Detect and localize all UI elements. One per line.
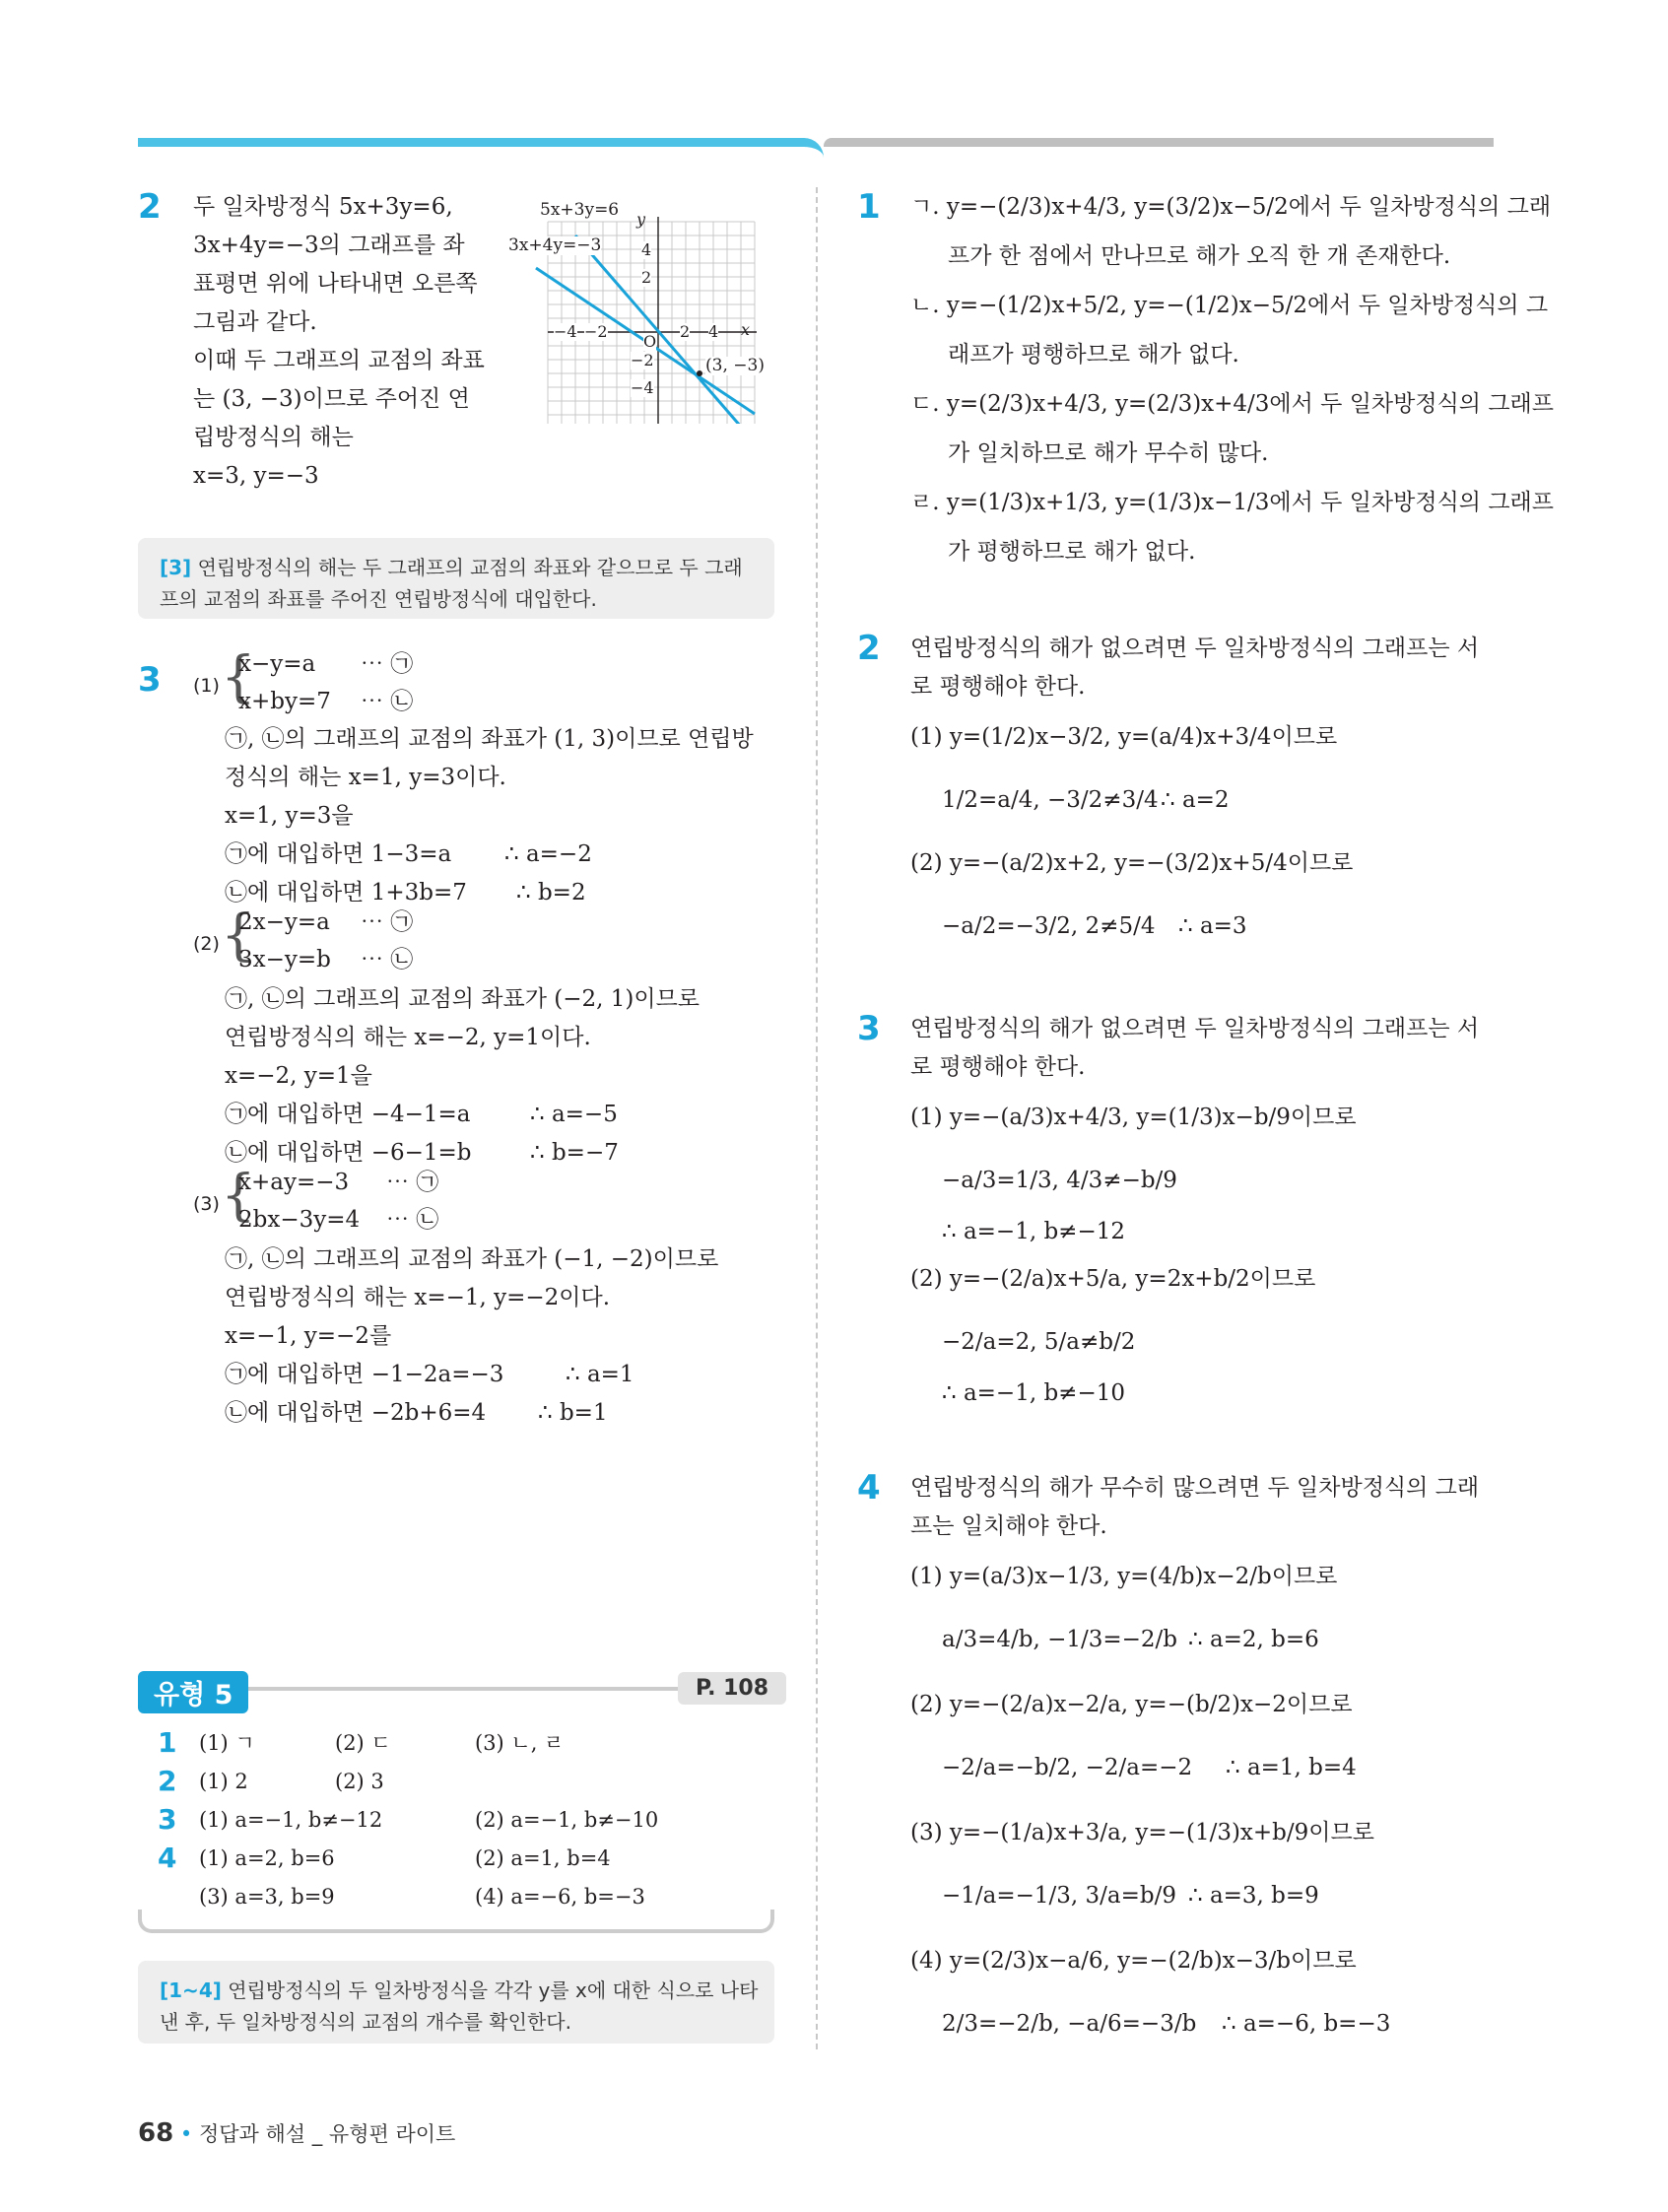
text-line: ㉠, ㉡의 그래프의 교점의 좌표가 (−2, 1)이므로 (225, 986, 701, 1012)
eq-marker: ⋯ ㉡ (386, 1207, 439, 1233)
part-line: (1) y=(a/3)x−1/3, y=(4/b)x−2/b이므로 (910, 1564, 1338, 1589)
answer-item: (1) ㄱ (199, 1731, 255, 1755)
text-line: 표평면 위에 나타내면 오른쪽 (193, 271, 478, 297)
question-number: 1 (857, 187, 881, 227)
text-line: ㉡에 대입하면 −2b+6=4 (225, 1400, 487, 1426)
equation: x+ay=−3 (238, 1170, 350, 1195)
tick-label: 4 (641, 240, 652, 259)
part-line: (2) y=−(2/a)x−2/a, y=−(b/2)x−2이므로 (910, 1692, 1353, 1717)
equation: 3x−y=b (238, 947, 331, 972)
text-line: 연립방정식의 해가 없으려면 두 일차방정식의 그래프는 서 (910, 636, 1480, 661)
column-divider (816, 187, 818, 2049)
result: ∴ a=−1, b≠−10 (942, 1380, 1125, 1406)
answer-number: 4 (158, 1842, 177, 1874)
text-line: 프가 한 점에서 만나므로 해가 오직 한 개 존재한다. (948, 243, 1451, 269)
page-footer (138, 2118, 455, 2148)
text-line: 연립방정식의 해가 없으려면 두 일차방정식의 그래프는 서 (910, 1016, 1480, 1041)
part-label: (2) (193, 933, 220, 955)
part-line: (2) y=−(2/a)x+5/a, y=2x+b/2이므로 (910, 1266, 1316, 1292)
hint-text: 낸 후, 두 일차방정식의 교점의 개수를 확인한다. (160, 2010, 571, 2034)
text-line: 연립방정식의 해는 x=−1, y=−2이다. (225, 1285, 611, 1310)
tick-label: −4 (554, 322, 577, 341)
text-line: 래프가 평행하므로 해가 없다. (948, 342, 1239, 368)
answer-item: (2) ㄷ (335, 1731, 391, 1755)
work-line: 1/2=a/4, −3/2≠3/4 (942, 787, 1159, 813)
x-axis-label: x (741, 320, 751, 339)
work-line: −1/a=−1/3, 3/a=b/9 (942, 1883, 1177, 1909)
hint-text: 연립방정식의 두 일차방정식을 각각 y를 x에 대한 식으로 나타 (228, 1978, 759, 2002)
equation: x+by=7 (238, 689, 331, 714)
y-axis-label: y (636, 210, 646, 229)
answer-number: 2 (158, 1765, 177, 1797)
result: ∴ a=3, b=9 (1188, 1883, 1319, 1909)
text-line: 두 일차방정식 5x+3y=6, (193, 194, 453, 220)
text-line: ㄹ. y=(1/3)x+1/3, y=(1/3)x−1/3에서 두 일차방정식의 그래프 (910, 490, 1554, 515)
result: ∴ b=1 (538, 1400, 608, 1426)
question-number: 2 (138, 187, 162, 227)
origin-label: O (643, 332, 657, 351)
text-line: ㉠에 대입하면 −4−1=a (225, 1102, 471, 1127)
part-line: (1) y=−(a/3)x+4/3, y=(1/3)x−b/9이므로 (910, 1105, 1357, 1130)
tick-label: 2 (680, 322, 691, 341)
work-line: a/3=4/b, −1/3=−2/b (942, 1627, 1178, 1652)
answer-item: (2) a=1, b=4 (475, 1846, 611, 1870)
answer-item: (1) 2 (199, 1770, 248, 1793)
text-line: x=−2, y=1을 (225, 1063, 372, 1089)
brace: { (221, 1164, 256, 1228)
text-line: ㉡에 대입하면 1+3b=7 (225, 880, 467, 905)
page-number: 68 (138, 2118, 174, 2148)
hint-box (138, 1961, 774, 2044)
text-line: 연립방정식의 해가 무수히 많으려면 두 일차방정식의 그래 (910, 1475, 1480, 1501)
eq-marker: ⋯ ㉡ (361, 947, 414, 972)
text-line: x=1, y=3을 (225, 803, 354, 829)
work-line: −2/a=−b/2, −2/a=−2 (942, 1755, 1193, 1780)
brace: { (221, 904, 256, 968)
text-line: 정식의 해는 x=1, y=3이다. (225, 765, 506, 790)
top-gray-bar (824, 138, 1494, 147)
eq-marker: ⋯ ㉠ (386, 1170, 439, 1195)
answer-item: (2) 3 (335, 1770, 384, 1793)
unit-badge: 유형 5 (138, 1671, 248, 1713)
hint-tag: [3] (160, 556, 192, 579)
result: ∴ a=2, b=6 (1188, 1627, 1319, 1652)
text-line: 그림과 같다. (193, 309, 317, 335)
footer-dot: • (179, 2122, 193, 2146)
text-line: ㉡에 대입하면 −6−1=b (225, 1140, 472, 1166)
answer-item: (4) a=−6, b=−3 (475, 1885, 645, 1909)
text-line: 로 평행해야 한다. (910, 674, 1086, 700)
text-line: 는 (3, −3)이므로 주어진 연 (193, 386, 470, 412)
answer-item: (3) a=3, b=9 (199, 1885, 335, 1909)
answer-number: 3 (158, 1803, 177, 1836)
hint-text: 연립방정식의 해는 두 그래프의 교점의 좌표와 같으므로 두 그래 (197, 556, 743, 579)
work-line: 2/3=−2/b, −a/6=−3/b (942, 2011, 1197, 2037)
text-line: 립방정식의 해는 (193, 425, 354, 450)
equation: 2bx−3y=4 (238, 1207, 361, 1233)
unit-answer-frame (138, 1910, 774, 1933)
tick-label: 2 (641, 268, 652, 287)
result: ∴ a=−1, b≠−12 (942, 1219, 1125, 1244)
text-line: ㄷ. y=(2/3)x+4/3, y=(2/3)x+4/3에서 두 일차방정식의 그래프 (910, 391, 1554, 417)
part-line: (3) y=−(1/a)x+3/a, y=−(1/3)x+b/9이므로 (910, 1820, 1374, 1845)
part-line: (1) y=(1/2)x−3/2, y=(a/4)x+3/4이므로 (910, 724, 1338, 750)
result: ∴ b=2 (516, 880, 586, 905)
answer-item: (1) a=−1, b≠−12 (199, 1808, 383, 1832)
result: ∴ a=−2 (504, 841, 592, 867)
top-accent-bar (138, 138, 808, 147)
work-line: −2/a=2, 5/a≠b/2 (942, 1329, 1136, 1355)
work-line: −a/3=1/3, 4/3≠−b/9 (942, 1168, 1177, 1193)
eq-marker: ⋯ ㉠ (361, 909, 414, 935)
tick-label: 4 (708, 322, 719, 341)
text-line: 프는 일치해야 한다. (910, 1513, 1107, 1539)
result: ∴ a=2 (1161, 787, 1230, 813)
hint-box (138, 538, 774, 619)
text-line: ㄱ. y=−(2/3)x+4/3, y=(3/2)x−5/2에서 두 일차방정식의 그래 (910, 194, 1552, 220)
tick-label: −4 (631, 378, 654, 397)
answer-item: (2) a=−1, b≠−10 (475, 1808, 659, 1832)
equation: x−y=a (238, 651, 316, 677)
question-number: 4 (857, 1468, 881, 1508)
page-reference: P. 108 (678, 1672, 786, 1705)
intersection-point (697, 370, 702, 376)
graph-label-eq2: 3x+4y=−3 (508, 235, 602, 255)
tick-label: −2 (584, 322, 608, 341)
equation: 2x−y=a (238, 909, 330, 935)
answer-item: (1) a=2, b=6 (199, 1846, 335, 1870)
result: ∴ a=1, b=4 (1226, 1755, 1357, 1780)
part-label: (1) (193, 675, 220, 697)
text-line: 가 일치하므로 해가 무수히 많다. (948, 440, 1269, 466)
part-label: (3) (193, 1193, 220, 1215)
part-line: (2) y=−(a/2)x+2, y=−(3/2)x+5/4이므로 (910, 850, 1354, 876)
result: ∴ b=−7 (530, 1140, 619, 1166)
text-line: ㄴ. y=−(1/2)x+5/2, y=−(1/2)x−5/2에서 두 일차방정식의 그 (910, 293, 1549, 318)
question-number: 2 (857, 629, 881, 668)
text-line: 가 평행하므로 해가 없다. (948, 539, 1196, 565)
footer-title: 정답과 해설 _ 유형편 라이트 (198, 2122, 456, 2146)
text-line: ㉠에 대입하면 1−3=a (225, 841, 452, 867)
graph-label-eq1: 5x+3y=6 (540, 200, 620, 220)
part-line: (4) y=(2/3)x−a/6, y=−(2/b)x−3/b이므로 (910, 1948, 1357, 1974)
answer-item: (3) ㄴ, ㄹ (475, 1731, 565, 1755)
text-line: ㉠, ㉡의 그래프의 교점의 좌표가 (−1, −2)이므로 (225, 1246, 719, 1272)
result: ∴ a=3 (1178, 913, 1247, 939)
point-label: (3, −3) (705, 356, 765, 375)
result: ∴ a=1 (566, 1362, 634, 1387)
text-line: 3x+4y=−3의 그래프를 좌 (193, 233, 465, 258)
eq-marker: ⋯ ㉡ (361, 689, 414, 714)
answer-line: x=3, y=−3 (193, 463, 319, 489)
text-line: ㉠, ㉡의 그래프의 교점의 좌표가 (1, 3)이므로 연립방 (225, 726, 754, 752)
question-number: 3 (138, 660, 162, 700)
answer-number: 1 (158, 1726, 177, 1759)
result: ∴ a=−6, b=−3 (1222, 2011, 1391, 2037)
top-bar-notch (788, 138, 824, 166)
text-line: ㉠에 대입하면 −1−2a=−3 (225, 1362, 504, 1387)
text-line: 연립방정식의 해는 x=−2, y=1이다. (225, 1025, 591, 1050)
text-line: x=−1, y=−2를 (225, 1323, 392, 1349)
brace: { (221, 645, 256, 709)
text-line: 이때 두 그래프의 교점의 좌표 (193, 348, 485, 373)
hint-tag: [1~4] (160, 1978, 222, 2002)
eq-marker: ⋯ ㉠ (361, 651, 414, 677)
result: ∴ a=−5 (530, 1102, 618, 1127)
hint-text: 프의 교점의 좌표를 주어진 연립방정식에 대입한다. (160, 587, 597, 611)
tick-label: −2 (631, 351, 654, 369)
text-line: 로 평행해야 한다. (910, 1054, 1086, 1080)
work-line: −a/2=−3/2, 2≠5/4 (942, 913, 1156, 939)
question-number: 3 (857, 1009, 881, 1048)
